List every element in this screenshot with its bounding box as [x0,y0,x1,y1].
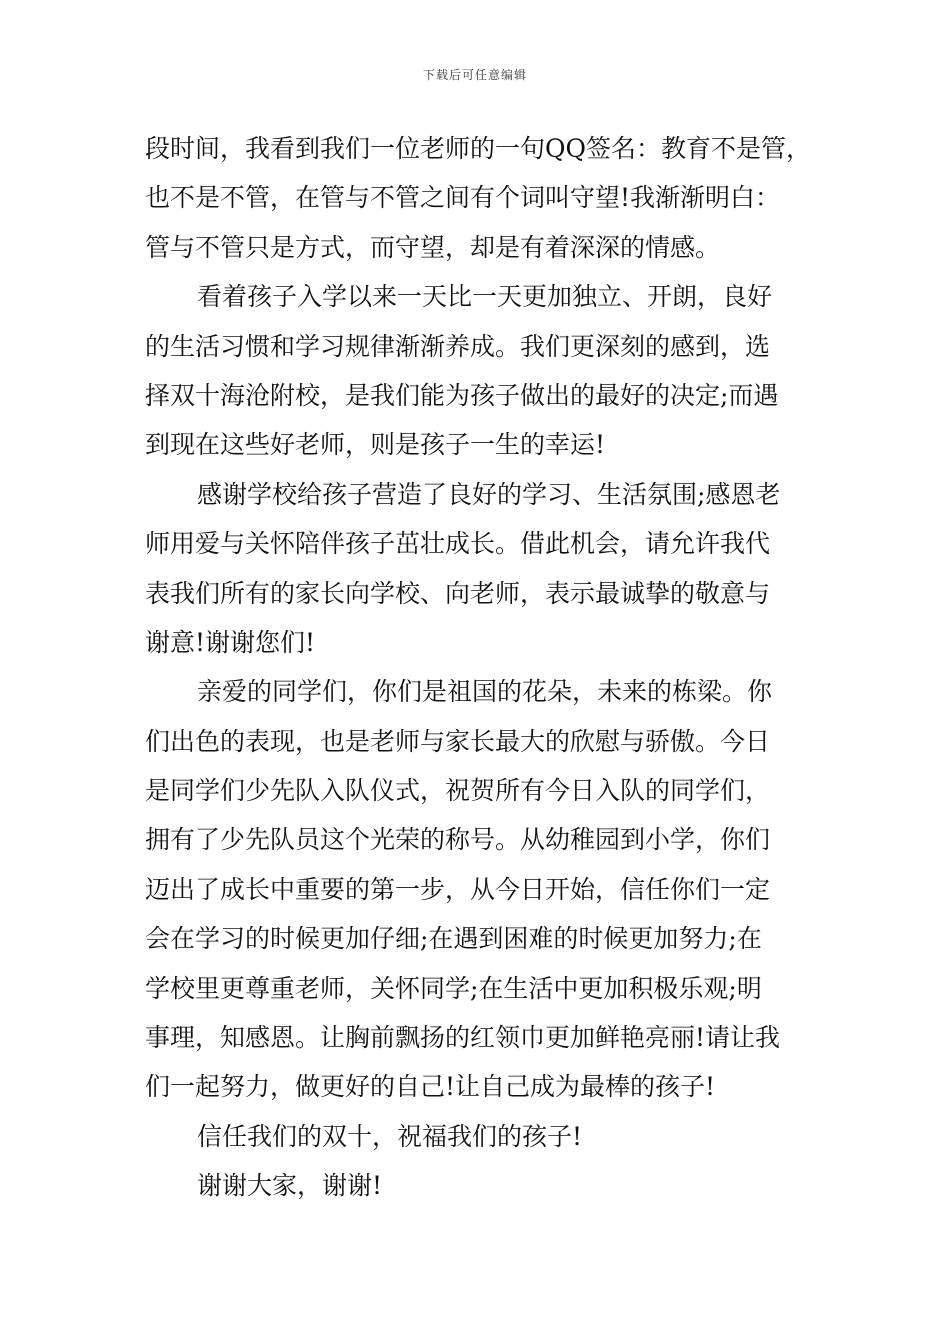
text-line: 拥有了少先队员这个光荣的称号。从幼稚园到小学，你们 [145,825,771,855]
text-line: 迈出了成长中重要的第一步，从今日开始，信任你们一定 [145,874,771,904]
text-line: 也不是不管，在管与不管之间有个词叫守望!我渐渐明白： [145,183,781,213]
paragraph-first-line: 亲爱的同学们，你们是祖国的花朵，未来的栋梁。你 [197,677,773,707]
text-line: 们出色的表现，也是老师与家长最大的欣慰与骄傲。今日 [145,726,771,756]
text-line: 到现在这些好老师，则是孩子一生的幸运! [145,430,606,460]
paragraph-first-line: 谢谢大家，谢谢! [197,1171,383,1201]
text-line: 会在学习的时候更加仔细;在遇到困难的时候更加努力;在 [145,924,762,954]
paragraph-first-line: 感谢学校给孩子营造了良好的学习、生活氛围;感恩老 [197,479,781,509]
text-line: 段时间，我看到我们一位老师的一句QQ签名：教育不是管， [145,134,811,163]
header-note: 下载后可任意编辑 [422,68,527,82]
paragraph-first-line: 信任我们的双十，祝福我们的孩子! [197,1121,583,1151]
text-line: 择双十海沧附校，是我们能为孩子做出的最好的决定;而遇 [145,380,779,410]
text-line: 的生活习惯和学习规律渐渐养成。我们更深刻的感到，选 [145,331,771,361]
text-line: 管与不管只是方式，而守望，却是有着深深的情感。 [145,232,721,262]
text-line: 们一起努力，做更好的自己!让自己成为最棒的孩子! [145,1072,716,1102]
text-line: 谢意!谢谢您们! [145,627,316,657]
document-body [145,124,813,1211]
text-line: 学校里更尊重老师，关怀同学;在生活中更加积极乐观;明 [145,973,762,1003]
text-line: 师用爱与关怀陪伴孩子茁壮成长。借此机会，请允许我代 [145,529,771,559]
paragraph-first-line: 看着孩子入学以来一天比一天更加独立、开朗，良好 [197,282,773,312]
text-line: 事理，知感恩。让胸前飘扬的红领巾更加鲜艳亮丽!请让我 [145,1023,781,1053]
text-line: 是同学们少先队入队仪式，祝贺所有今日入队的同学们， [145,776,771,806]
text-line: 表我们所有的家长向学校、向老师，表示最诚挚的敬意与 [145,578,771,608]
